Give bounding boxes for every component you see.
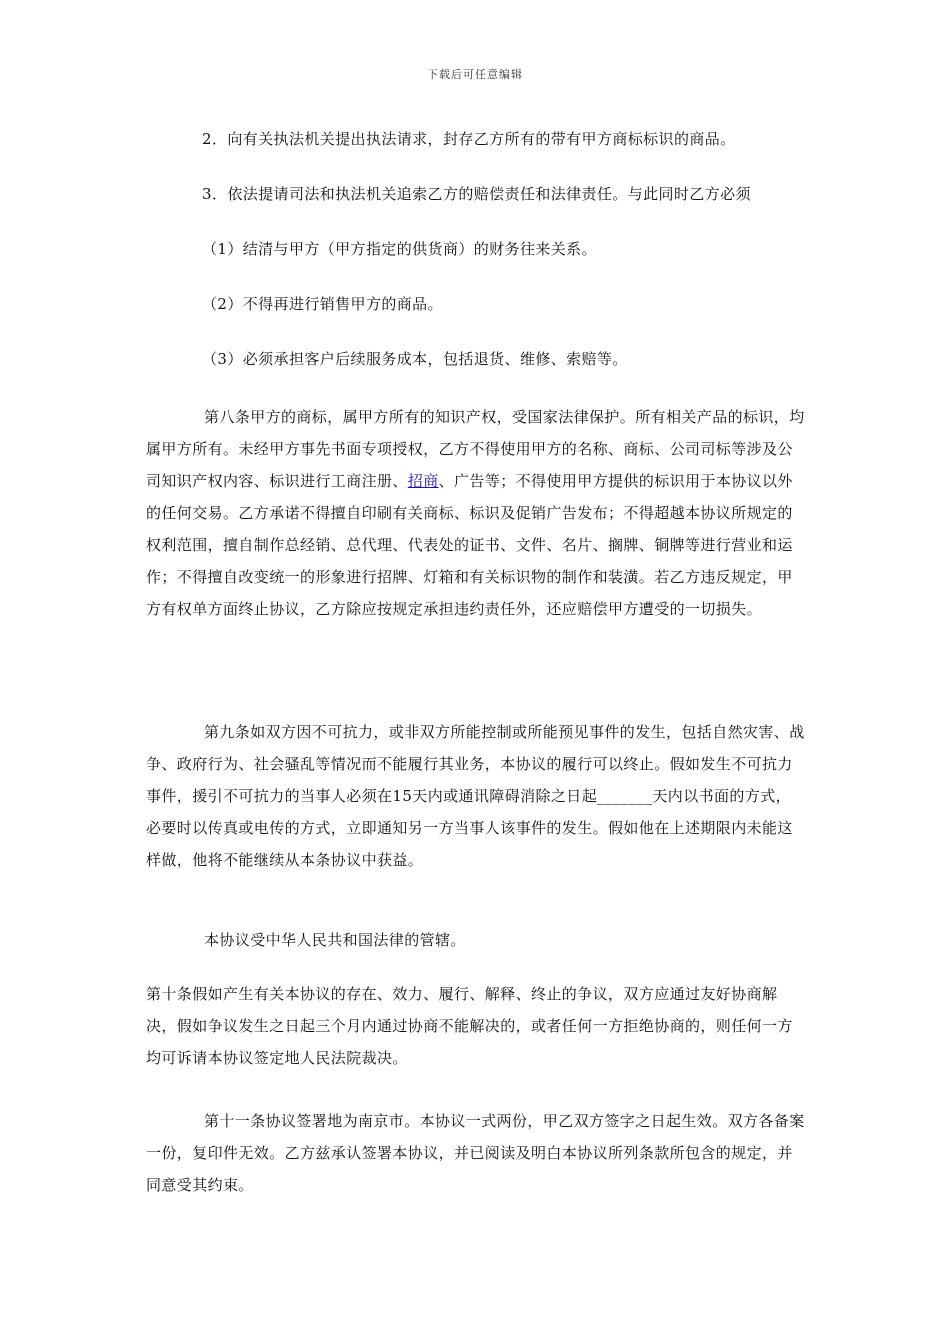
sub-item-2-text: （2）不得再进行销售甲方的商品。 bbox=[202, 295, 443, 313]
merchant-link[interactable]: 招商 bbox=[407, 472, 439, 490]
sub-item-3 bbox=[146, 343, 806, 375]
governing-law-paragraph: 本协议受中华人民共和国法律的管辖。 bbox=[204, 931, 466, 949]
sub-item-1-text: （1）结清与甲方（甲方指定的供货商）的财务往来关系。 bbox=[202, 240, 597, 258]
sub-item-2 bbox=[146, 288, 806, 320]
article-11 bbox=[146, 1105, 806, 1201]
article-8-paragraph bbox=[146, 401, 806, 625]
article-10 bbox=[146, 978, 806, 1074]
article-8-text-after: 、广告等；不得使用甲方提供的标识用于本协议以外的任何交易。乙方承诺不得擅自印刷有关商标、标识及促销广告发布；不得超越本协议所规定的权利范围，擅自制作总经销、总代理、代表处的证书、文件、名片、搁牌、铜牌等进行营业和运作；不得擅自改变统一的形象进行招牌、灯箱和有关标识物的制作和装潢。若乙方违反规定，甲方有权单方面终止协议，乙方除应按规定承担违约责任外，还应赔偿甲方遭受的一切损失。 bbox=[146, 472, 793, 618]
sub-item-1 bbox=[146, 233, 806, 265]
item-3 bbox=[146, 178, 806, 210]
article-8-text-before: 第八条甲方的商标，属甲方所有的知识产权，受国家法律保护。所有相关产品的标识，均属甲方所有。未经甲方事先书面专项授权，乙方不得使用甲方的名称、商标、公司司标等涉及公司知识产权内容、标识进行工商注册、 bbox=[146, 408, 805, 490]
page-header-note: 下载后可任意编辑 bbox=[427, 68, 523, 81]
sub-item-3-text: （3）必须承担客户后续服务成本，包括退货、维修、索赔等。 bbox=[202, 350, 628, 368]
article-8 bbox=[146, 401, 806, 625]
item-2 bbox=[146, 123, 806, 155]
article-10-paragraph: 第十条假如产生有关本协议的存在、效力、履行、解释、终止的争议，双方应通过友好协商解决，假如争议发生之日起三个月内通过协商不能解决的，或者任何一方拒绝协商的，则任何一方均可诉请本协议签定地人民法院裁决。 bbox=[146, 985, 793, 1067]
item-2-text: 2．向有关执法机关提出执法请求，封存乙方所有的带有甲方商标标识的商品。 bbox=[202, 130, 736, 148]
governing-law bbox=[146, 924, 806, 956]
item-3-text: 3．依法提请司法和执法机关追索乙方的赔偿责任和法律责任。与此同时乙方必须 bbox=[202, 185, 751, 203]
article-9-paragraph: 第九条如双方因不可抗力，或非双方所能控制或所能预见事件的发生，包括自然灾害、战争、政府行为、社会骚乱等情况而不能履行其业务，本协议的履行可以终止。假如发生不可抗力事件，援引不可抗力的当事人必须在15天内或通讯障碍消除之日起_______天内以书面的方式，必要时以传真或电传的方式，立即通知另一方当事人该事件的发生。假如他在上述期限内未能这样做，他将不能继续从本条协议中获益。 bbox=[146, 723, 805, 869]
article-9 bbox=[146, 716, 806, 876]
article-11-paragraph: 第十一条协议签署地为南京市。本协议一式两份，甲乙双方签字之日起生效。双方各备案一份，复印件无效。乙方兹承认签署本协议，并已阅读及明白本协议所列条款所包含的规定，并同意受其约束。 bbox=[146, 1112, 805, 1194]
